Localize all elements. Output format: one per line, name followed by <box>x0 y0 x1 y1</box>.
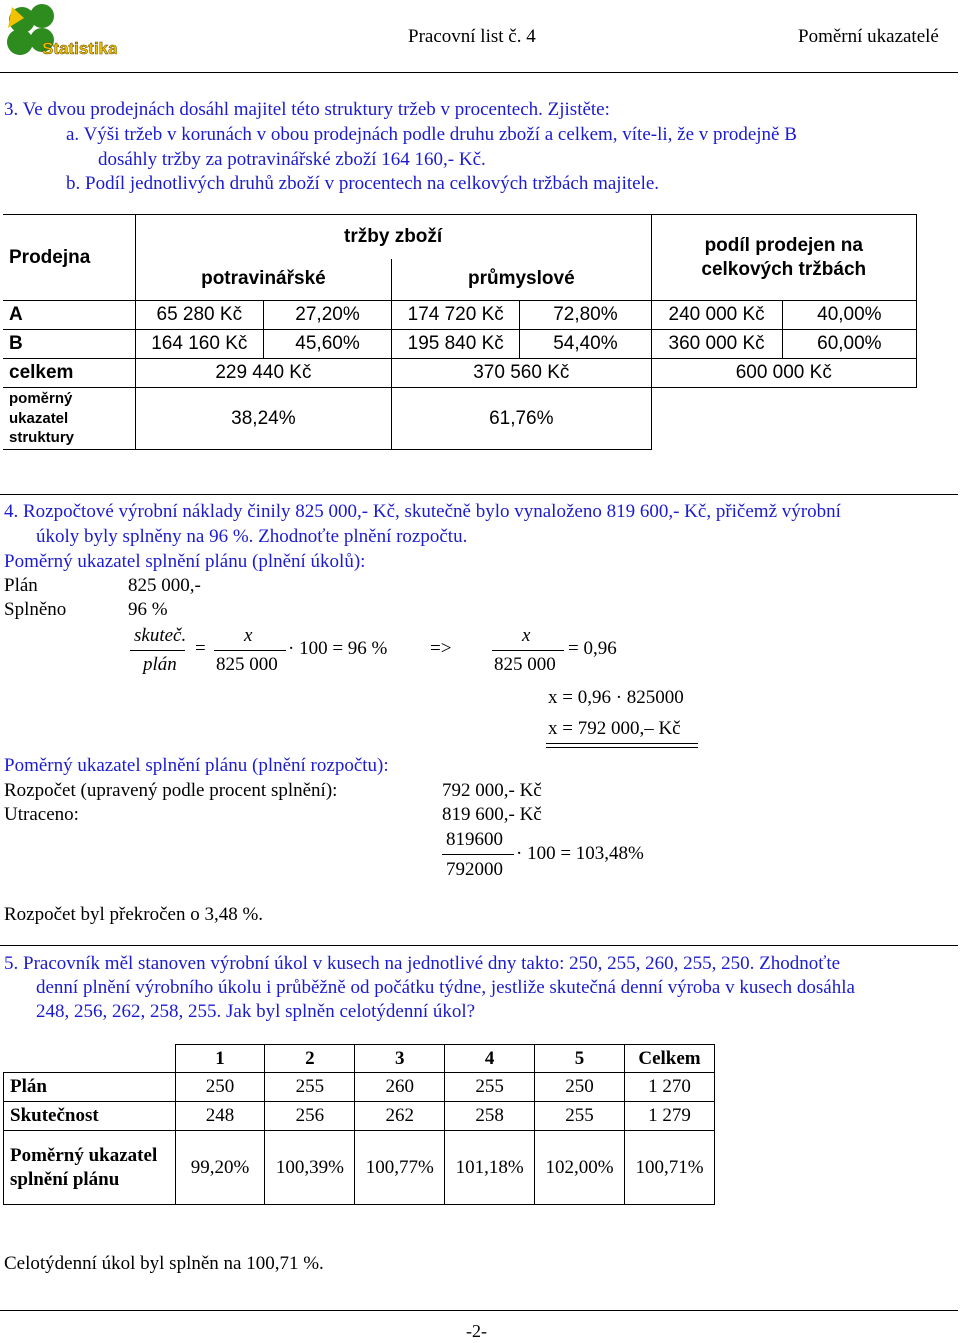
task3-intro: 3. Ve dvou prodejnách dosáhl majitel této struktury tržeb v procentech. Zjistěte: <box>4 99 610 120</box>
task5-line2: denní plnění výrobního úkolu i průběžně od počátku týdne, jestliže skutečná denní výroba v kusech dosáhla <box>36 977 855 998</box>
column-header: 1 <box>175 1045 265 1073</box>
fraction-bar <box>130 650 185 651</box>
table-cell: 60,00% <box>782 330 916 359</box>
table-cell: 260 <box>355 1073 445 1102</box>
rozpocet-label: Rozpočet (upravený podle procent splnění): <box>4 780 338 801</box>
section-divider <box>0 945 958 946</box>
row-label: poměrný ukazatel struktury <box>3 388 135 450</box>
table-cell: 229 440 Kč <box>135 359 391 388</box>
implies-arrow: => <box>430 638 452 659</box>
table-cell: 255 <box>445 1073 535 1102</box>
table-cell: 40,00% <box>782 301 916 330</box>
table-cell: 174 720 Kč <box>392 301 520 330</box>
table-cell: 101,18% <box>445 1131 535 1205</box>
row-label: Poměrný ukazatel splnění plánu <box>4 1131 176 1205</box>
column-header: 5 <box>535 1045 625 1073</box>
table-cell: 250 <box>535 1073 625 1102</box>
fraction-4-numerator: 819600 <box>446 829 503 850</box>
task3-b-line: b. Podíl jednotlivých druhů zboží v procentech na celkových tržbách majitele. <box>66 173 660 194</box>
task4-subheading-1: Poměrný ukazatel splnění plánu (plnění úkolů): <box>4 551 366 572</box>
header-prodejna: Prodejna <box>3 215 135 301</box>
column-header: 3 <box>355 1045 445 1073</box>
table-cell: 258 <box>445 1102 535 1131</box>
table-cell: 100,71% <box>625 1131 715 1205</box>
table-row <box>3 330 917 359</box>
row-label: Plán <box>4 1073 176 1102</box>
table-header-row <box>4 1045 715 1073</box>
task4-conclusion: Rozpočet byl překročen o 3,48 %. <box>4 904 264 925</box>
column-header: 2 <box>265 1045 355 1073</box>
statistika-logo <box>2 2 117 64</box>
splneno-label: Splněno <box>4 599 67 620</box>
table-cell: 1 270 <box>625 1073 715 1102</box>
double-underline <box>546 743 698 748</box>
table-cell: 262 <box>355 1102 445 1131</box>
table-cell: 45,60% <box>263 330 391 359</box>
column-header: Celkem <box>625 1045 715 1073</box>
header-podil: podíl prodejen na celkových tržbách <box>651 215 916 301</box>
result-ratio: = 0,96 <box>568 638 617 659</box>
fraction-2-numerator: x <box>244 625 253 646</box>
table-cell: 370 560 Kč <box>392 359 651 388</box>
plan-value: 825 000,- <box>128 575 201 596</box>
column-header: 4 <box>445 1045 535 1073</box>
table-row <box>4 1102 715 1131</box>
splneno-value: 96 % <box>128 599 168 620</box>
table-cell: 248 <box>175 1102 265 1131</box>
table-cell: 54,40% <box>520 330 651 359</box>
task4-line2: úkoly byly splněny na 96 %. Zhodnoťte plnění rozpočtu. <box>36 526 468 547</box>
fraction-1-denominator: plán <box>143 654 177 675</box>
table-cell: 1 279 <box>625 1102 715 1131</box>
table-row <box>4 1073 715 1102</box>
fraction-3-denominator: 825 000 <box>494 654 556 675</box>
header-trzby: tržby zboží <box>135 215 651 259</box>
fraction-2-denominator: 825 000 <box>216 654 278 675</box>
empty-cell <box>651 388 916 450</box>
fraction-bar <box>214 650 286 651</box>
row-label: B <box>3 330 135 359</box>
fraction-1-numerator: skuteč. <box>134 625 187 646</box>
result-equation-1: x = 0,96 · 825000 <box>548 687 684 708</box>
table-cell: 164 160 Kč <box>135 330 263 359</box>
fraction-3-numerator: x <box>522 625 531 646</box>
task5-line3: 248, 256, 262, 258, 255. Jak byl splněn celotýdenní úkol? <box>36 1001 476 1022</box>
result-equation-2: x = 792 000,– Kč <box>548 718 681 739</box>
table-cell: 72,80% <box>520 301 651 330</box>
sales-structure-table <box>3 214 917 450</box>
rozpocet-value: 792 000,- Kč <box>442 780 542 801</box>
utraceno-label: Utraceno: <box>4 804 79 825</box>
table-cell: 27,20% <box>263 301 391 330</box>
table-cell: 61,76% <box>392 388 651 450</box>
task4-subheading-2: Poměrný ukazatel splnění plánu (plnění rozpočtu): <box>4 755 389 776</box>
row-label: celkem <box>3 359 135 388</box>
table-cell: 240 000 Kč <box>651 301 782 330</box>
header-potravinarske: potravinářské <box>135 259 391 301</box>
header-prumyslove: průmyslové <box>392 259 651 301</box>
page-number: -2- <box>466 1321 487 1341</box>
fraction-bar <box>492 650 564 651</box>
fraction-4-denominator: 792000 <box>446 859 503 880</box>
table-cell: 100,77% <box>355 1131 445 1205</box>
table-row <box>3 301 917 330</box>
table-cell: 38,24% <box>135 388 391 450</box>
table-cell: 195 840 Kč <box>392 330 520 359</box>
table-cell: 102,00% <box>535 1131 625 1205</box>
equals-sign: = <box>195 638 206 659</box>
table-cell: 360 000 Kč <box>651 330 782 359</box>
header-divider <box>0 72 958 73</box>
task5-conclusion: Celotýdenní úkol byl splněn na 100,71 %. <box>4 1253 324 1274</box>
footer-divider <box>0 1310 958 1311</box>
section-divider <box>0 494 958 495</box>
table-cell: 250 <box>175 1073 265 1102</box>
table-row <box>4 1131 715 1205</box>
table-cell: 255 <box>265 1073 355 1102</box>
table-cell: 65 280 Kč <box>135 301 263 330</box>
task4-line1: 4. Rozpočtové výrobní náklady činily 825 000,- Kč, skutečně bylo vynaloženo 819 600,- Kč, přičemž výrobní <box>4 501 841 522</box>
utraceno-value: 819 600,- Kč <box>442 804 542 825</box>
table-cell: 600 000 Kč <box>651 359 916 388</box>
table-cell: 99,20% <box>175 1131 265 1205</box>
row-label: A <box>3 301 135 330</box>
fraction-4-result: · 100 = 103,48% <box>516 843 644 864</box>
production-plan-table <box>3 1044 715 1205</box>
table-row-structure <box>3 388 917 450</box>
logo-text: Statistika <box>42 39 117 58</box>
task3-a-line2: dosáhly tržby za potravinářské zboží 164 160,- Kč. <box>98 149 486 170</box>
task5-line1: 5. Pracovník měl stanoven výrobní úkol v kusech na jednotlivé dny takto: 250, 255, 260, 255, 250. Zhodnoťte <box>4 953 841 974</box>
table-cell: 255 <box>535 1102 625 1131</box>
plan-label: Plán <box>4 575 38 596</box>
times-100-result: · 100 = 96 % <box>288 638 388 659</box>
row-label: Skutečnost <box>4 1102 176 1131</box>
table-row-total <box>3 359 917 388</box>
fraction-bar <box>442 854 514 855</box>
header-topic-title: Poměrní ukazatelé <box>798 26 939 47</box>
header-worksheet-title: Pracovní list č. 4 <box>408 26 536 47</box>
task3-a-line1: a. Výši tržeb v korunách v obou prodejnách podle druhu zboží a celkem, víte-li, že v prodejně B <box>66 124 797 145</box>
empty-corner-cell <box>4 1045 176 1073</box>
table-cell: 100,39% <box>265 1131 355 1205</box>
table-cell: 256 <box>265 1102 355 1131</box>
